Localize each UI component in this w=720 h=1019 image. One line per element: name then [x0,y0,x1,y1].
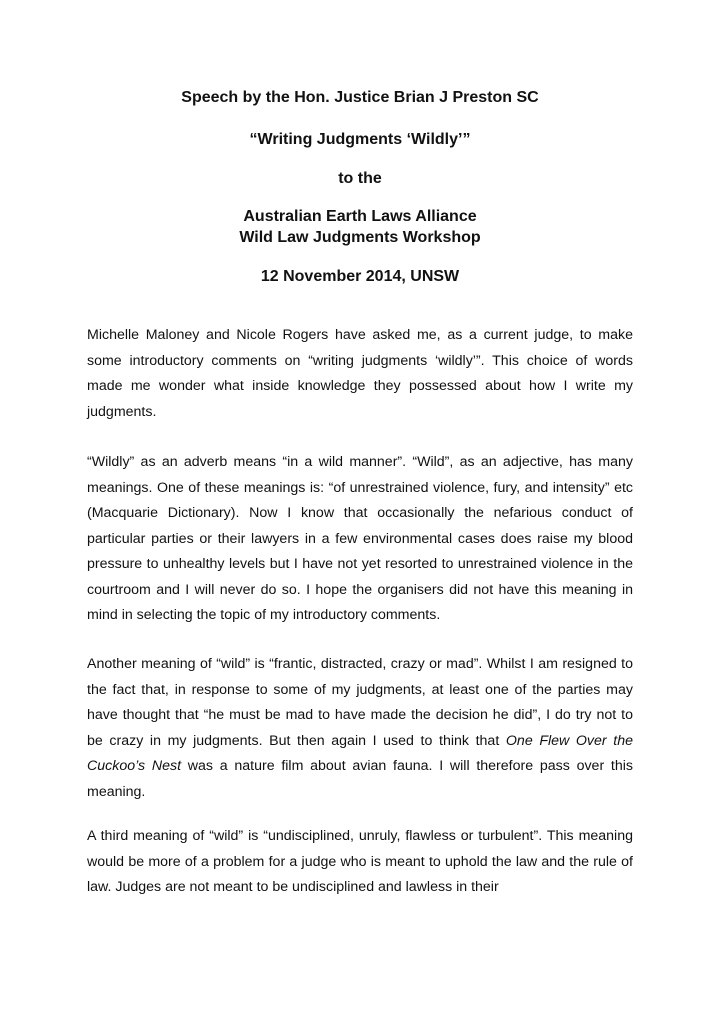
speech-byline: Speech by the Hon. Justice Brian J Preston SC [181,89,539,106]
film-title: One Flew Over the Cuckoo’s Nest [87,732,633,774]
paragraph-1: Michelle Maloney and Nicole Rogers have asked me, as a current judge, to make some introductory comments on “writing judgments ‘wildly’”. This choice of words made me wonder what inside knowledge they possessed about how I write my judgments. [87,327,633,420]
speech-title: “Writing Judgments ‘Wildly’” [249,131,471,148]
workshop-name: Wild Law Judgments Workshop [239,229,481,246]
speech-date-venue: 12 November 2014, UNSW [260,268,460,285]
paragraph-3-text-a: Another meaning of “wild” is “frantic, distracted, crazy or mad”. Whilst I am resigned to the fact that, in response to some of my judgments, at least one of the parties may have thought that “he must be mad to have made the decision he did”, I do try not to be crazy in my judgments. But then again I used to think that [87,656,633,749]
organisation-name: Australian Earth Laws Alliance [243,208,477,225]
paragraph-4: A third meaning of “wild” is “undisciplined, unruly, flawless or turbulent”. This meaning would be more of a problem for a judge who is meant to uphold the law and the rule of law. Judges are not meant to be undisciplined and lawless in their [87,828,633,895]
speech-to-line: to the [338,170,382,187]
paragraph-3-text-b: was a nature film about avian fauna. I will therefore pass over this meaning. [87,758,633,800]
paragraph-3 [87,652,633,805]
paragraph-2: “Wildly” as an adverb means “in a wild manner”. “Wild”, as an adjective, has many meanings. One of these meanings is: “of unrestrained violence, fury, and intensity” etc (Macquarie Dictionary). Now I know that occasionally the nefarious conduct of particular parties or their lawyers in a few environmental cases does raise my blood pressure to unhealthy levels but I have not yet resorted to unrestrained violence in the courtroom and I will never do so. I hope the organisers did not have this meaning in mind in selecting the topic of my introductory comments. [87,454,633,623]
